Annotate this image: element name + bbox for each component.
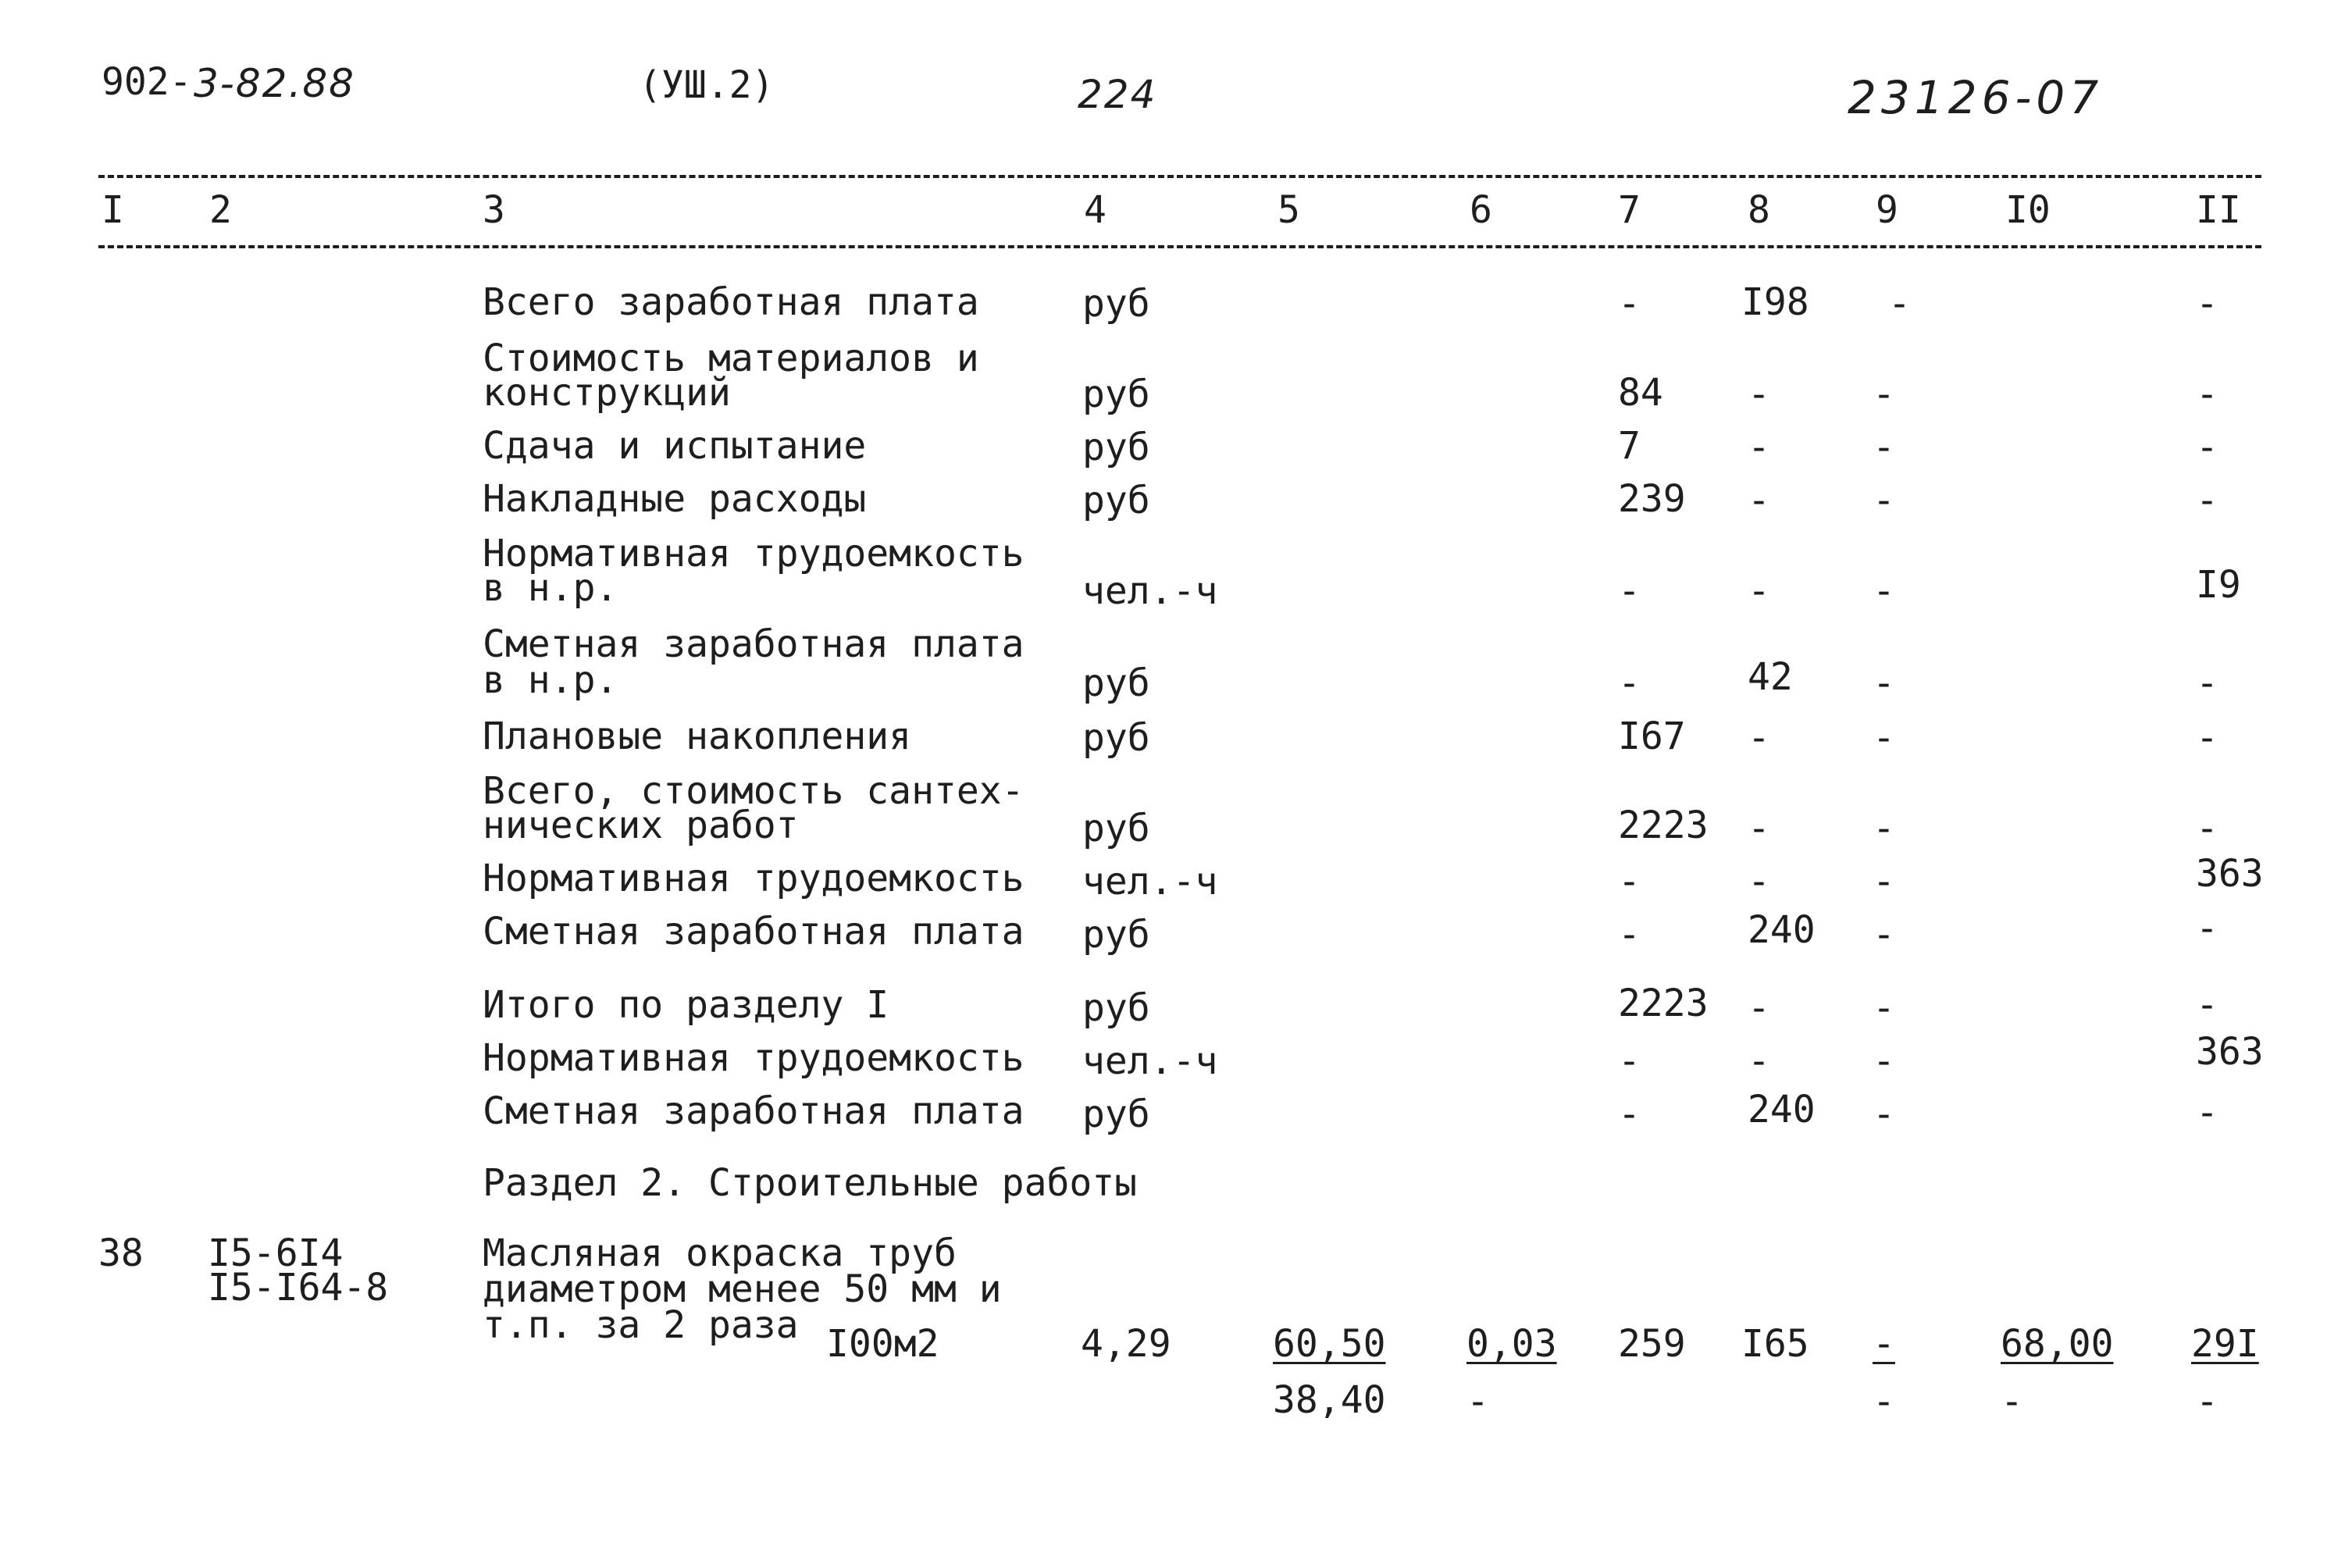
item-desc-line: диаметром менее 50 мм и [483, 1267, 1002, 1311]
row-col7: 84 [1618, 371, 1663, 415]
row-name: Плановые накопления [483, 715, 912, 758]
col-10: I0 [2005, 188, 2051, 232]
item-col9-bottom: - [1873, 1380, 1895, 1424]
row-col7: - [1618, 860, 1641, 903]
row-unit: руб [1082, 807, 1150, 850]
row-col7: 2223 [1618, 982, 1709, 1025]
row-col8: 42 [1748, 655, 1793, 699]
row-name: Накладные расходы [483, 477, 867, 521]
row-name-cont: в н.р. [483, 658, 618, 702]
row-col9: - [1873, 661, 1895, 705]
row-col8: - [1748, 860, 1770, 903]
row-col11: 363 [2196, 1030, 2264, 1074]
row-name-cont: в н.р. [483, 566, 618, 610]
row-col7: 2223 [1618, 804, 1709, 847]
item-col6-bottom: - [1466, 1380, 1489, 1424]
item-code: I5-6I4 [208, 1231, 344, 1275]
row-name: Стоимость материалов и [483, 337, 979, 380]
item-col9-top: - [1873, 1322, 1895, 1366]
item-col6-top: 0,03 [1466, 1322, 1557, 1366]
row-unit: руб [1082, 479, 1150, 522]
sheet-code: 23126-07 [1848, 71, 2104, 124]
row-col8: 240 [1748, 908, 1816, 952]
row-unit: руб [1082, 1092, 1150, 1136]
col-6: 6 [1470, 188, 1492, 232]
item-col10-bottom: - [2001, 1380, 2023, 1424]
doc-number-printed: 902- [102, 60, 192, 104]
row-col11: - [2196, 907, 2218, 950]
row-col11: - [2196, 983, 2218, 1027]
row-unit: руб [1082, 913, 1150, 957]
row-name: Сметная заработная плата [483, 1089, 1025, 1133]
row-col8: I98 [1741, 280, 1809, 324]
row-unit: чел.-ч [1082, 860, 1218, 903]
header-rule-bottom [98, 245, 2261, 248]
col-7: 7 [1618, 188, 1641, 232]
row-col8: - [1748, 372, 1770, 416]
row-col8: - [1748, 807, 1770, 850]
row-col7: - [1618, 1092, 1641, 1136]
row-name: Всего, стоимость сантех- [483, 769, 1025, 813]
row-col9: - [1873, 716, 1895, 760]
row-col11: - [2196, 661, 2218, 705]
section-code: (УШ.2) [639, 63, 775, 107]
row-unit: чел.-ч [1082, 1039, 1218, 1083]
row-col7: - [1618, 661, 1641, 705]
row-name: Всего заработная плата [483, 280, 979, 324]
row-name: Сдача и испытание [483, 424, 867, 468]
row-unit: руб [1082, 282, 1150, 326]
row-col8: - [1748, 986, 1770, 1030]
row-col11: - [2196, 479, 2218, 522]
item-col7: 259 [1618, 1322, 1686, 1366]
row-col8: 240 [1748, 1088, 1816, 1131]
row-unit: руб [1082, 986, 1150, 1030]
row-name: Нормативная трудоемкость [483, 532, 1025, 576]
row-col11: - [2196, 282, 2218, 326]
row-col7: - [1618, 1039, 1641, 1083]
row-unit: чел.-ч [1082, 569, 1218, 613]
row-col7: 239 [1618, 477, 1686, 521]
doc-number-handwritten: 3-82.88 [194, 61, 355, 106]
col-4: 4 [1084, 188, 1107, 232]
row-col9: - [1888, 282, 1911, 326]
item-unit: I00м2 [826, 1322, 939, 1366]
row-name: Итого по разделу I [483, 983, 889, 1027]
section-title: Раздел 2. Строительные работы [483, 1161, 1138, 1205]
row-name-cont: нических работ [483, 804, 799, 847]
row-name-cont: конструкций [483, 371, 731, 415]
row-col8: - [1748, 569, 1770, 613]
row-col8: - [1748, 716, 1770, 760]
item-col5-top: 60,50 [1273, 1322, 1386, 1366]
col-1: I [102, 188, 124, 232]
row-col8: - [1748, 1039, 1770, 1083]
header-rule-top [98, 175, 2261, 178]
row-col9: - [1873, 1039, 1895, 1083]
item-number: 38 [98, 1231, 144, 1275]
row-unit: руб [1082, 426, 1150, 469]
row-name: Нормативная трудоемкость [483, 857, 1025, 900]
row-col8: - [1748, 479, 1770, 522]
row-col7: - [1618, 913, 1641, 957]
row-col9: - [1873, 807, 1895, 850]
item-desc-line: Масляная окраска труб [483, 1231, 957, 1275]
row-col11: - [2196, 372, 2218, 416]
row-unit: руб [1082, 716, 1150, 760]
row-col9: - [1873, 569, 1895, 613]
col-8: 8 [1748, 188, 1770, 232]
item-desc-line: т.п. за 2 раза [483, 1303, 799, 1347]
item-col5-bottom: 38,40 [1273, 1378, 1386, 1422]
row-col9: - [1873, 479, 1895, 522]
item-col11-top: 29I [2191, 1322, 2259, 1366]
row-col11: 363 [2196, 852, 2264, 896]
item-col8: I65 [1741, 1322, 1809, 1366]
item-col11-bottom: - [2196, 1380, 2218, 1424]
row-unit: руб [1082, 661, 1150, 705]
col-9: 9 [1876, 188, 1898, 232]
item-col10-top: 68,00 [2001, 1322, 2114, 1366]
row-col11: - [2196, 807, 2218, 850]
row-col8: - [1748, 426, 1770, 469]
row-col7: 7 [1618, 424, 1641, 468]
row-col9: - [1873, 372, 1895, 416]
row-name: Нормативная трудоемкость [483, 1036, 1025, 1080]
row-unit: руб [1082, 372, 1150, 416]
row-col11: - [2196, 716, 2218, 760]
col-11: II [2196, 188, 2241, 232]
col-2: 2 [209, 188, 232, 232]
row-col7: - [1618, 569, 1641, 613]
col-3: 3 [483, 188, 505, 232]
row-col11: - [2196, 426, 2218, 469]
col-5: 5 [1278, 188, 1300, 232]
row-name: Сметная заработная плата [483, 622, 1025, 666]
row-name: Сметная заработная плата [483, 910, 1025, 953]
row-col11: I9 [2196, 563, 2241, 607]
item-col4: 4,29 [1081, 1322, 1171, 1366]
row-col9: - [1873, 986, 1895, 1030]
row-col11: - [2196, 1091, 2218, 1135]
item-code: I5-I64-8 [208, 1266, 389, 1310]
row-col7: - [1618, 282, 1641, 326]
row-col9: - [1873, 426, 1895, 469]
row-col9: - [1873, 1092, 1895, 1136]
row-col9: - [1873, 913, 1895, 957]
row-col7: I67 [1618, 715, 1686, 758]
page-number: 224 [1078, 72, 1157, 117]
row-col9: - [1873, 860, 1895, 903]
